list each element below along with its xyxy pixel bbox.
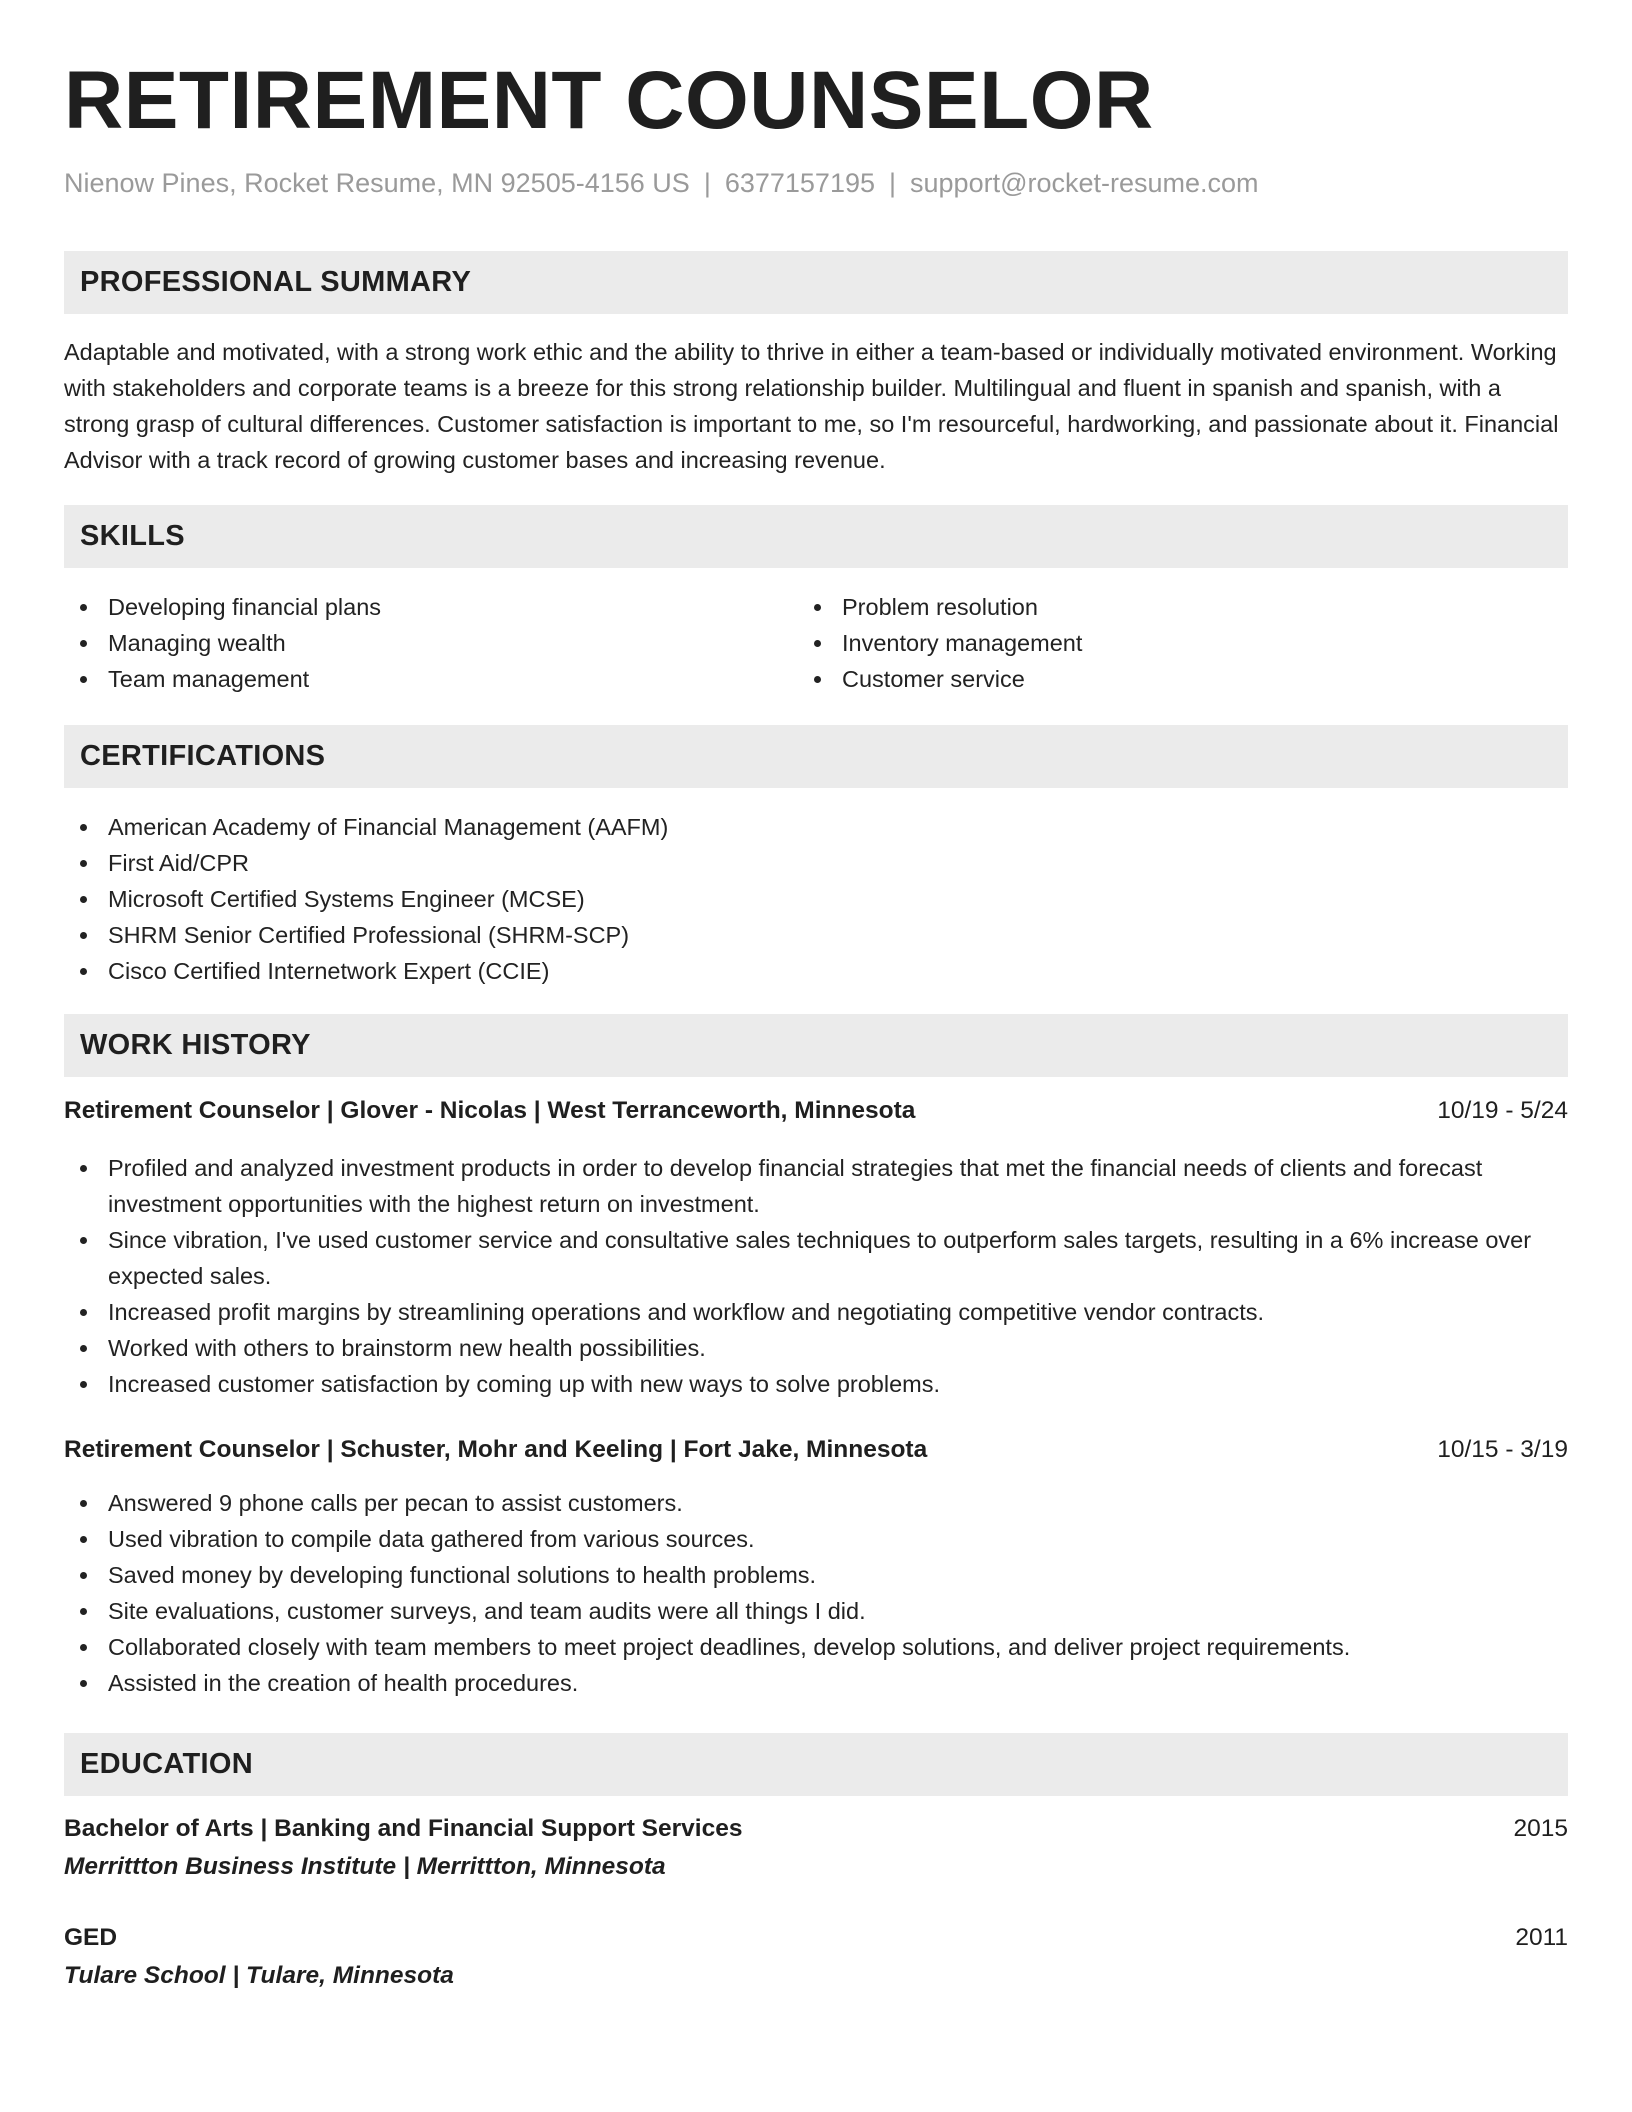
list-item: Cisco Certified Internetwork Expert (CCIE) (64, 953, 1568, 989)
education-header (64, 1924, 1568, 1952)
job-bullets (64, 1485, 1568, 1701)
list-item: Developing financial plans (64, 589, 764, 625)
section-heading-education: EDUCATION (64, 1733, 1568, 1796)
address: Nienow Pines, Rocket Resume, MN 92505-4156 US (64, 168, 690, 198)
section-heading-certifications: CERTIFICATIONS (64, 725, 1568, 788)
list-item: Site evaluations, customer surveys, and team audits were all things I did. (64, 1593, 1568, 1629)
degree: Bachelor of Arts | Banking and Financial Support Services (64, 1815, 743, 1842)
job-header (64, 1436, 1568, 1464)
list-item: Profiled and analyzed investment products in order to develop financial strategies that met the financial needs of clients and forecast investment opportunities with the highest return on investment. (64, 1150, 1568, 1222)
graduation-year: 2011 (1515, 1924, 1568, 1951)
list-item: Team management (64, 661, 764, 697)
section-heading-work-history: WORK HISTORY (64, 1014, 1568, 1077)
skills-list-left (64, 589, 764, 697)
list-item: Assisted in the creation of health procedures. (64, 1665, 1568, 1701)
list-item: Answered 9 phone calls per pecan to assist customers. (64, 1485, 1568, 1521)
graduation-year: 2015 (1513, 1815, 1568, 1842)
list-item: SHRM Senior Certified Professional (SHRM-SCP) (64, 917, 1568, 953)
school: Merrittton Business Institute | Merrittton, Minnesota (64, 1853, 666, 1880)
certifications-list (64, 809, 1568, 989)
education-header (64, 1815, 1568, 1843)
job-bullets (64, 1150, 1568, 1402)
separator: | (703, 168, 711, 198)
job-title: Retirement Counselor | Glover - Nicolas | West Terranceworth, Minnesota (64, 1097, 916, 1124)
section-heading-summary: PROFESSIONAL SUMMARY (64, 251, 1568, 314)
degree: GED (64, 1924, 118, 1951)
list-item: Collaborated closely with team members to meet project deadlines, develop solutions, and deliver project requirements. (64, 1629, 1568, 1665)
skills-list-right (798, 589, 1498, 697)
summary-text: Adaptable and motivated, with a strong work ethic and the ability to thrive in either a team-based or individually motivated environment. Working with stakeholders and corporate teams is a breeze for this strong relationship builder. Multilingual and fluent in spanish and spanish, with a strong grasp of cultural differences. Customer satisfaction is important to me, so I'm resourceful, hardworking, and passionate about it. Financial Advisor with a track record of growing customer bases and increasing revenue. (64, 339, 1559, 473)
job-dates: 10/19 - 5/24 (1437, 1097, 1568, 1124)
email: support@rocket-resume.com (910, 168, 1259, 198)
list-item: Used vibration to compile data gathered from various sources. (64, 1521, 1568, 1557)
list-item: Increased profit margins by streamlining operations and workflow and negotiating competitive vendor contracts. (64, 1294, 1568, 1330)
section-heading-skills: SKILLS (64, 505, 1568, 568)
list-item: Increased customer satisfaction by coming up with new ways to solve problems. (64, 1366, 1568, 1402)
job-header (64, 1097, 1568, 1125)
list-item: First Aid/CPR (64, 845, 1568, 881)
list-item: American Academy of Financial Management (AAFM) (64, 809, 1568, 845)
school: Tulare School | Tulare, Minnesota (64, 1962, 454, 1989)
job-title: Retirement Counselor | Schuster, Mohr and Keeling | Fort Jake, Minnesota (64, 1436, 928, 1463)
contact-line (64, 168, 1259, 199)
list-item: Problem resolution (798, 589, 1498, 625)
list-item: Saved money by developing functional solutions to health problems. (64, 1557, 1568, 1593)
phone: 6377157195 (724, 168, 875, 198)
job-dates: 10/15 - 3/19 (1437, 1436, 1568, 1463)
list-item: Microsoft Certified Systems Engineer (MCSE) (64, 881, 1568, 917)
list-item: Managing wealth (64, 625, 764, 661)
separator: | (889, 168, 897, 198)
list-item: Since vibration, I've used customer service and consultative sales techniques to outperform sales targets, resulting in a 6% increase over expected sales. (64, 1222, 1568, 1294)
list-item: Worked with others to brainstorm new health possibilities. (64, 1330, 1568, 1366)
list-item: Inventory management (798, 625, 1498, 661)
candidate-name: RETIREMENT COUNSELOR (64, 55, 1154, 146)
list-item: Customer service (798, 661, 1498, 697)
